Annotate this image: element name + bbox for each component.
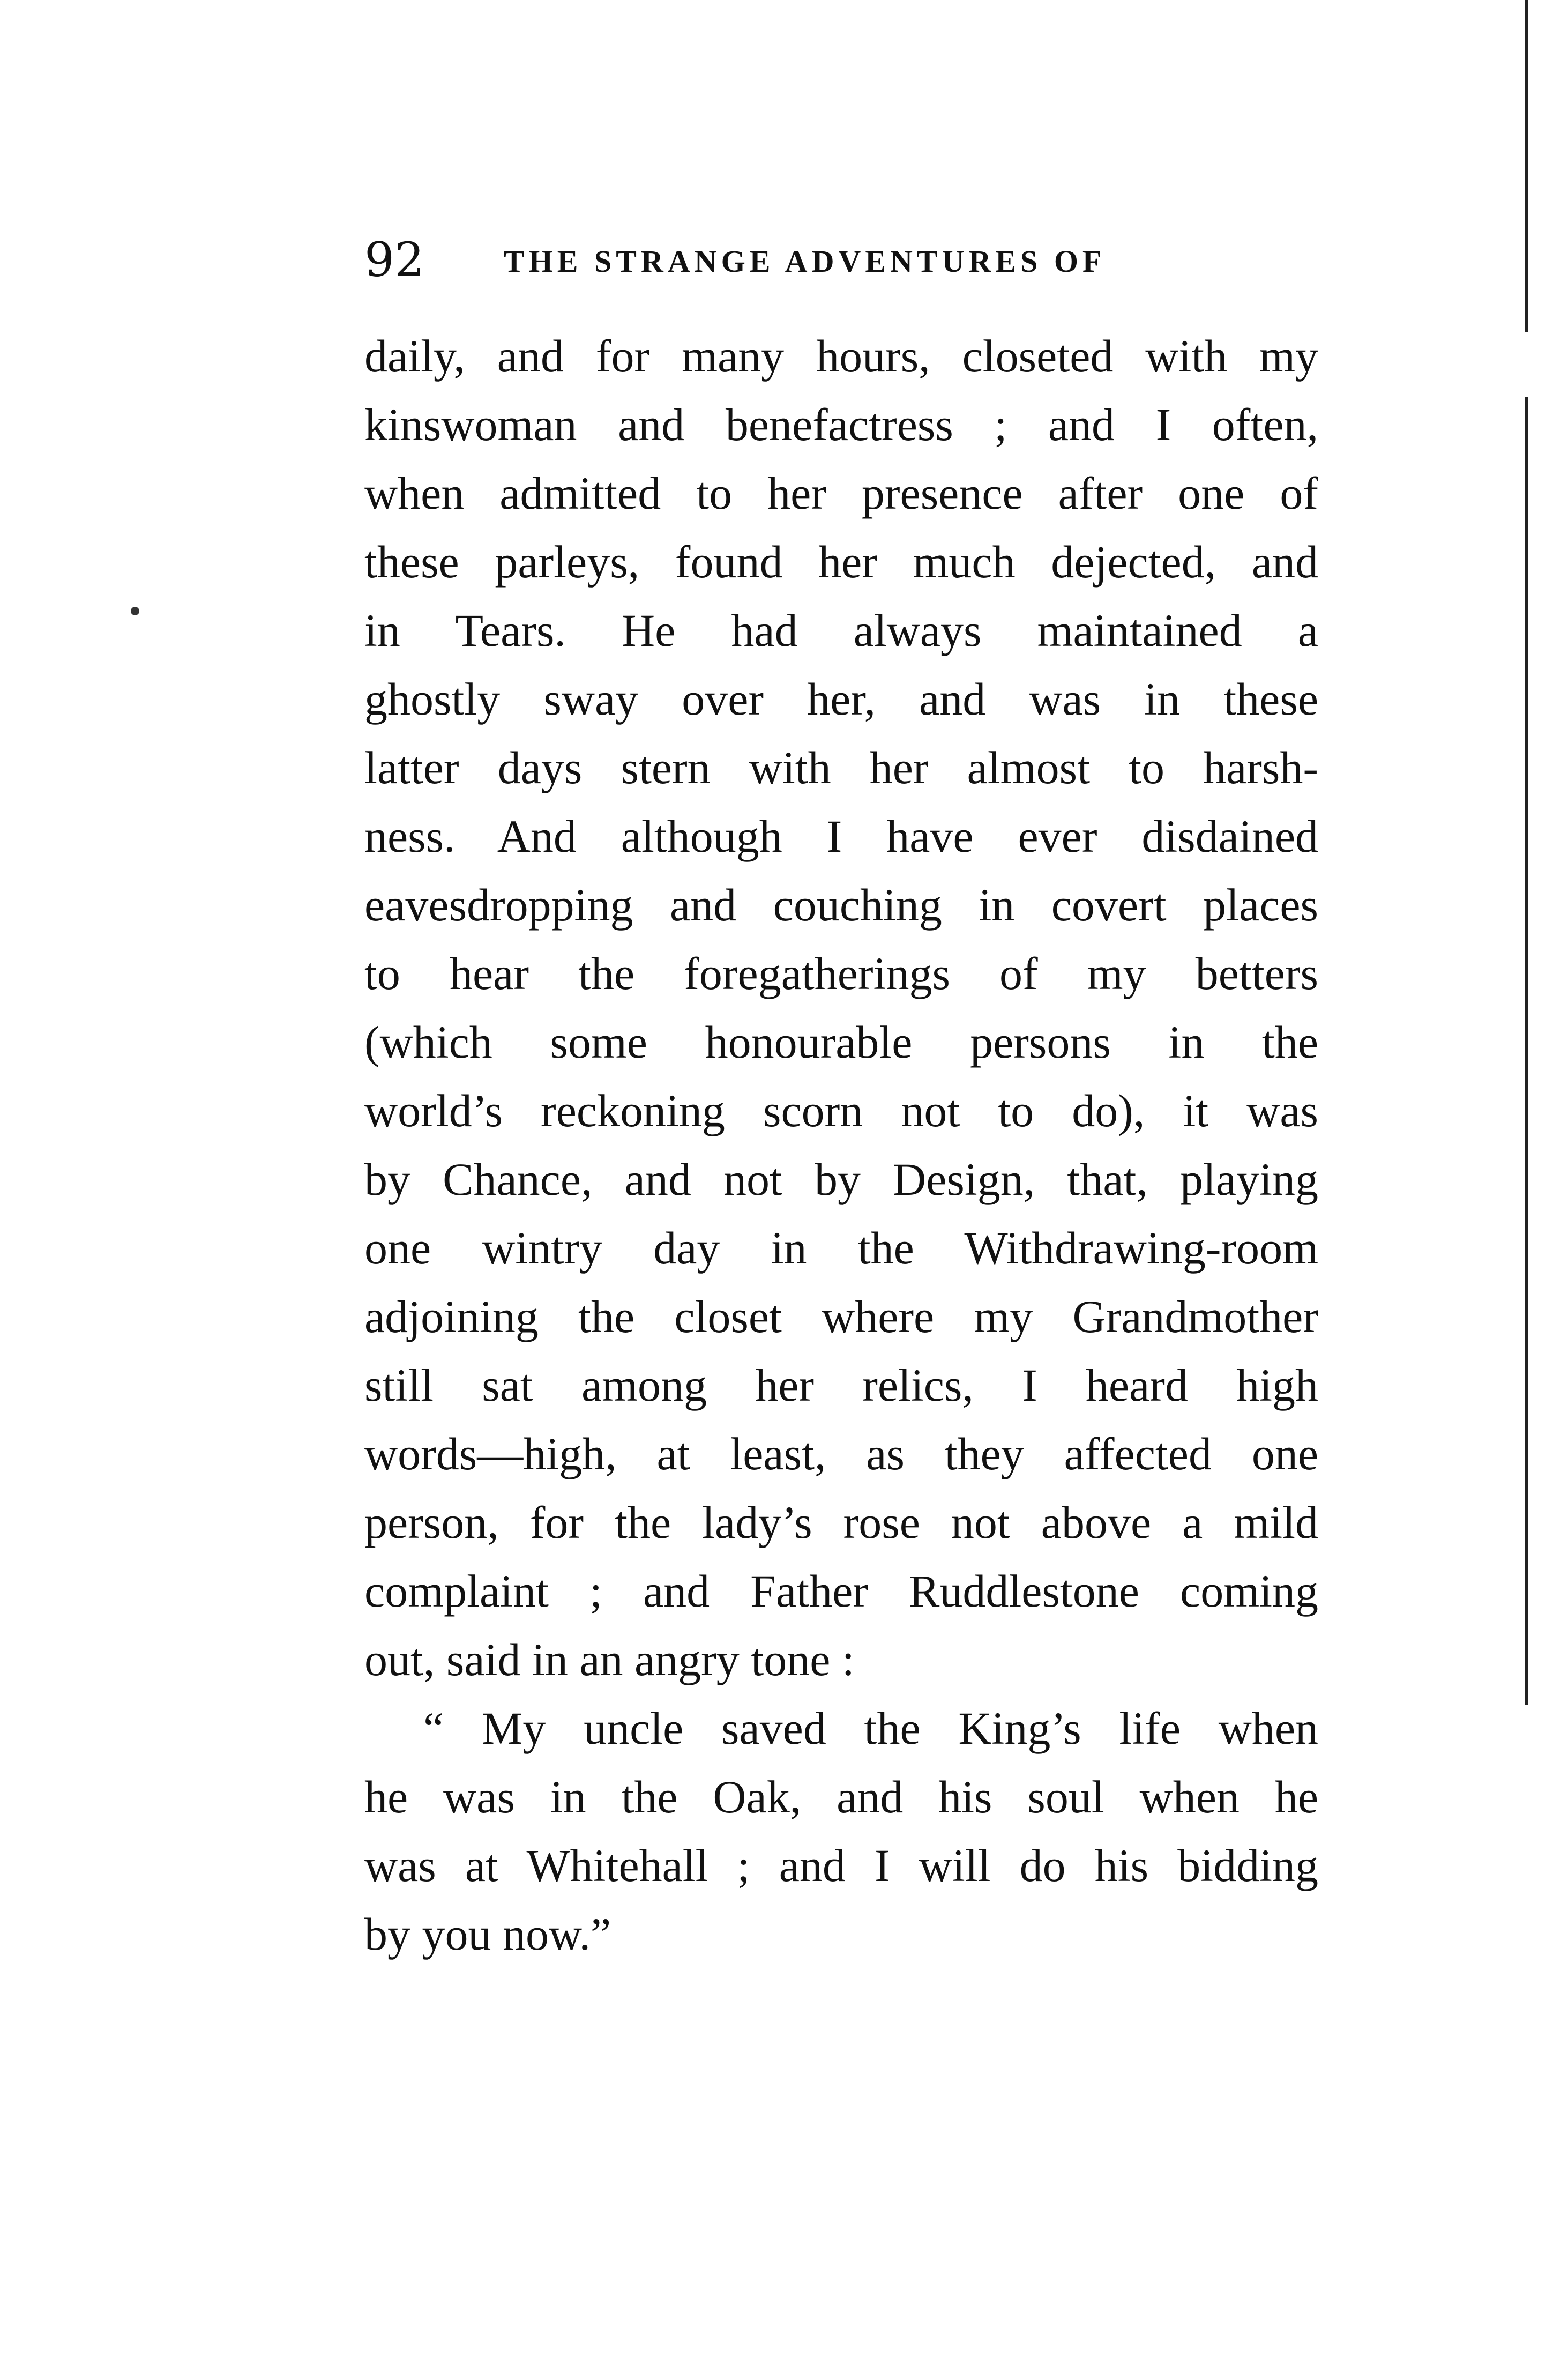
text-line: daily, and for many hours, closeted with my [364, 330, 1318, 382]
text-line: words—high, at least, as they affected one [364, 1428, 1318, 1479]
text-line: out, said in an angry tone : [364, 1634, 855, 1685]
text-line: by you now.” [364, 1908, 611, 1960]
page-number: 92 [364, 232, 424, 287]
text-line: by Chance, and not by Design, that, playing [364, 1154, 1318, 1205]
text-line: eavesdropping and couching in covert places [364, 879, 1318, 931]
text-line: person, for the lady’s rose not above a mild [364, 1497, 1318, 1548]
text-line: to hear the foregatherings of my betters [364, 948, 1318, 999]
text-line: in Tears. He had always maintained a [364, 605, 1318, 656]
text-line: he was in the Oak, and his soul when he [364, 1771, 1318, 1823]
text-line: complaint ; and Father Ruddlestone coming [364, 1565, 1318, 1617]
text-line: (which some honourable persons in the [364, 1016, 1318, 1068]
text-line: adjoining the closet where my Grandmother [364, 1291, 1318, 1342]
running-head: THE STRANGE ADVENTURES OF [504, 244, 1106, 279]
text-line: world’s reckoning scorn not to do), it was [364, 1085, 1318, 1136]
text-line: ness. And although I have ever disdained [364, 811, 1318, 862]
text-line: was at Whitehall ; and I will do his bidding [364, 1840, 1318, 1891]
text-line: kinswoman and benefactress ; and I often, [364, 399, 1318, 450]
text-line: these parleys, found her much dejected, and [364, 536, 1318, 588]
body-text [364, 322, 1318, 1968]
page-header [364, 230, 1329, 306]
text-line: still sat among her relics, I heard high [364, 1359, 1318, 1411]
text-line: ghostly sway over her, and was in these [364, 673, 1318, 725]
text-line: one wintry day in the Withdrawing-room [364, 1222, 1318, 1274]
text-line: “ My uncle saved the King’s life when [423, 1702, 1318, 1754]
page-edge-rule [1525, 397, 1528, 1705]
text-line: when admitted to her presence after one of [364, 467, 1318, 519]
text-line: latter days stern with her almost to harsh- [364, 742, 1318, 793]
page-edge-rule [1525, 0, 1528, 332]
margin-speck [131, 607, 139, 615]
